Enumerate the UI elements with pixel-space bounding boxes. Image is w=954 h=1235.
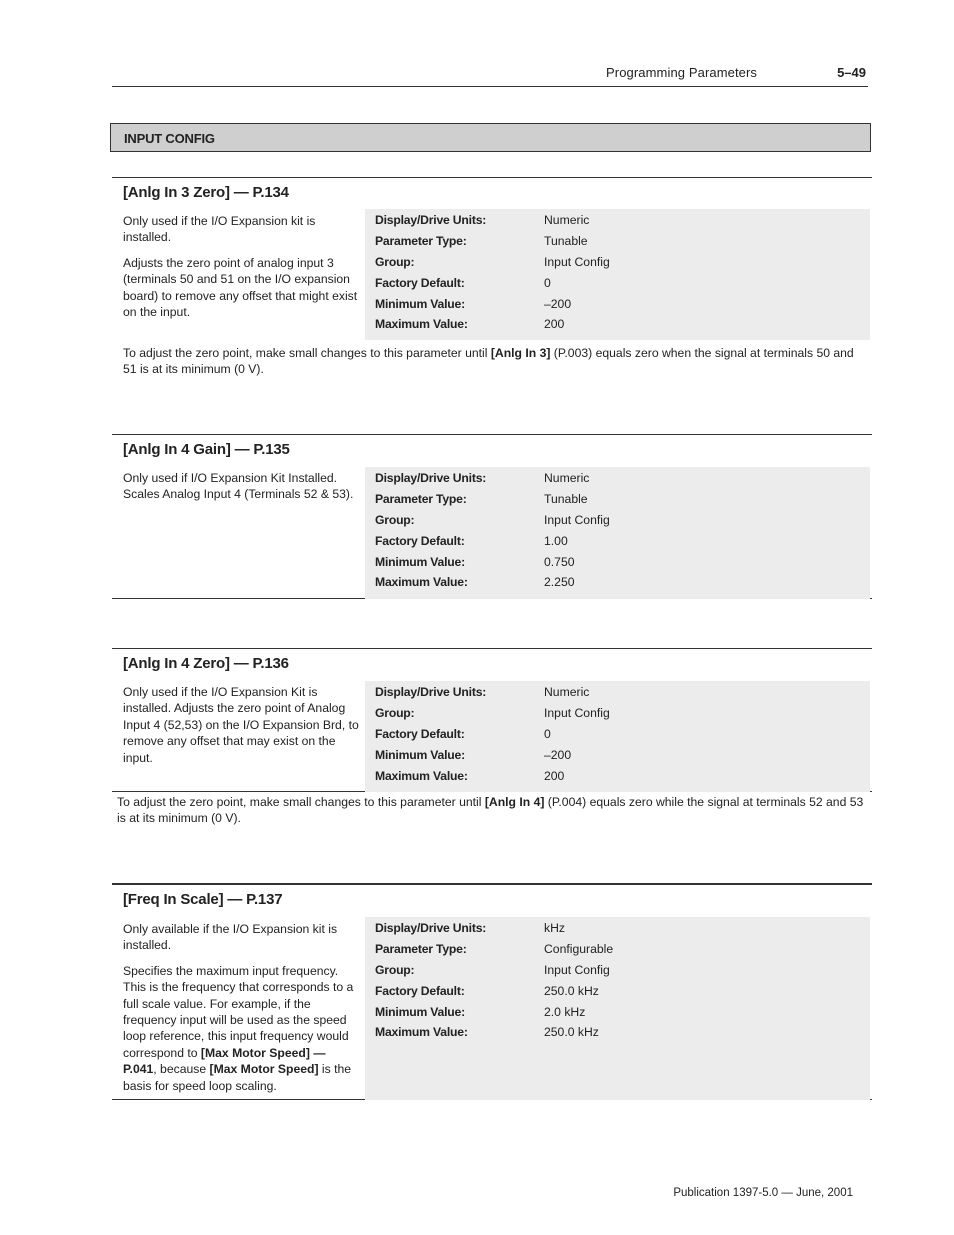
attr-value: Numeric	[544, 685, 590, 699]
attr-value: Input Config	[544, 254, 610, 269]
attr-value: Numeric	[544, 213, 590, 227]
attr-value: Input Config	[544, 512, 610, 527]
attr-value: Tunable	[544, 233, 588, 248]
parameter-description	[123, 470, 361, 512]
attr-value: kHz	[544, 921, 565, 935]
attr-value: 0	[544, 726, 551, 741]
parameter-attributes	[365, 681, 870, 792]
note-parameter-ref: [Anlg In 3]	[490, 346, 551, 360]
attr-value: Tunable	[544, 491, 588, 506]
attr-row-minimum-value	[365, 552, 870, 573]
publication-footer: Publication 1397-5.0 — June, 2001	[673, 1187, 853, 1199]
attr-label: Factory Default:	[375, 533, 465, 548]
description-parameter-ref: [Max Motor Speed] — P.041	[123, 1045, 326, 1077]
attr-row-group	[365, 510, 870, 531]
parameter-attributes	[365, 209, 870, 340]
note-text: (P.004) equals zero while the signal at terminals 52 and 53 is at its minimum (0 V).	[117, 795, 864, 826]
attr-value: 200	[544, 768, 565, 783]
attr-value: 0.750	[544, 554, 575, 569]
parameter-attributes	[365, 467, 870, 599]
description-paragraph: Adjusts the zero point of analog input 3 (terminals 50 and 51 on the I/O expansion board) to remove any offset that might exist on the input.	[123, 255, 358, 320]
attr-label: Display/Drive Units:	[375, 921, 487, 935]
attr-value: Input Config	[544, 705, 610, 720]
description-paragraph: Only available if the I/O Expansion kit is installed.	[123, 922, 338, 953]
attr-row-maximum-value	[365, 572, 870, 593]
parameter-description	[123, 684, 361, 775]
note-text: To adjust the zero point, make small changes to this parameter until	[123, 346, 491, 360]
attr-label: Minimum Value:	[375, 747, 465, 762]
parameter-attributes	[365, 917, 870, 1100]
parameter-title: [Anlg In 4 Zero] — P.136	[123, 655, 289, 672]
note-parameter-ref: [Anlg In 4]	[484, 795, 545, 809]
parameter-block-p136	[112, 648, 872, 792]
parameter-block-p134	[112, 177, 872, 358]
attr-label: Parameter Type:	[375, 233, 467, 248]
attr-value: –200	[544, 296, 572, 311]
attr-row-maximum-value	[365, 1022, 870, 1043]
attr-row-factory-default	[365, 981, 870, 1002]
parameter-block-p135	[112, 434, 872, 599]
parameter-title: [Anlg In 4 Gain] — P.135	[123, 441, 290, 458]
attr-row-factory-default	[365, 531, 870, 552]
attr-label: Maximum Value:	[375, 317, 468, 332]
description-paragraph: Only used if the I/O Expansion kit is installed.	[123, 214, 316, 245]
attr-label: Display/Drive Units:	[375, 685, 487, 699]
parameter-note-p136	[117, 794, 869, 827]
attr-row-factory-default	[365, 273, 870, 294]
attr-label: Parameter Type:	[375, 941, 467, 956]
attr-row-group	[365, 703, 870, 724]
attr-value: Input Config	[544, 962, 610, 977]
parameter-title: [Anlg In 3 Zero] — P.134	[123, 184, 289, 201]
attr-row-display-units	[365, 918, 870, 939]
attr-label: Maximum Value:	[375, 575, 468, 590]
note-text: To adjust the zero point, make small changes to this parameter until	[117, 795, 485, 809]
parameter-block-p137	[112, 883, 872, 1100]
attr-value: –200	[544, 747, 572, 762]
attr-label: Minimum Value:	[375, 554, 465, 569]
description-text: , because	[153, 1062, 210, 1077]
attr-value: 0	[544, 275, 551, 290]
attr-row-maximum-value	[365, 314, 870, 335]
attr-value: 250.0 kHz	[544, 983, 599, 998]
attr-row-display-units	[365, 210, 870, 231]
section-heading-bar	[110, 123, 871, 152]
attr-label: Parameter Type:	[375, 491, 467, 506]
attr-value: 2.250	[544, 575, 575, 590]
running-header	[112, 64, 868, 87]
description-paragraph: Only used if the I/O Expansion Kit is installed. Adjusts the zero point of Analog Input 4 (52,53) on the I/O Expansion Brd, to remove any offset that may exist on the input.	[123, 685, 359, 765]
attr-label: Group:	[375, 254, 415, 269]
parameter-note-p134	[123, 345, 863, 378]
attr-row-factory-default	[365, 724, 870, 745]
attr-value: 1.00	[544, 533, 568, 548]
attr-row-minimum-value	[365, 745, 870, 766]
parameter-description	[123, 213, 361, 329]
attr-label: Maximum Value:	[375, 768, 468, 783]
attr-label: Minimum Value:	[375, 1004, 465, 1019]
description-paragraph: Only used if I/O Expansion Kit Installed. Scales Analog Input 4 (Terminals 52 & 53).	[123, 471, 354, 502]
attr-row-parameter-type	[365, 489, 870, 510]
attr-label: Display/Drive Units:	[375, 213, 487, 227]
attr-value: 250.0 kHz	[544, 1025, 599, 1040]
attr-label: Group:	[375, 962, 415, 977]
attr-value: 2.0 kHz	[544, 1004, 586, 1019]
note-text: (P.003) equals zero when the signal at terminals 50 and 51 is at its minimum (0 V).	[123, 346, 854, 377]
parameter-description	[123, 921, 361, 1103]
description-parameter-ref: [Max Motor Speed]	[209, 1062, 319, 1077]
attr-row-parameter-type	[365, 231, 870, 252]
attr-label: Group:	[375, 512, 415, 527]
attr-label: Minimum Value:	[375, 296, 465, 311]
attr-label: Factory Default:	[375, 726, 465, 741]
attr-row-group	[365, 960, 870, 981]
attr-row-maximum-value	[365, 766, 870, 787]
attr-row-minimum-value	[365, 1002, 870, 1023]
section-heading: INPUT CONFIG	[124, 131, 215, 146]
parameter-title: [Freq In Scale] — P.137	[123, 891, 283, 908]
running-header-title: Programming Parameters	[606, 65, 758, 80]
attr-label: Maximum Value:	[375, 1025, 468, 1040]
attr-row-display-units	[365, 682, 870, 703]
description-paragraph	[123, 963, 361, 1094]
attr-row-parameter-type	[365, 939, 870, 960]
attr-row-group	[365, 252, 870, 273]
description-text: is the basis for speed loop scaling.	[123, 1062, 352, 1093]
attr-row-minimum-value	[365, 294, 870, 315]
attr-label: Factory Default:	[375, 275, 465, 290]
description-text: Specifies the maximum input frequency. This is the frequency that corresponds to a full scale value. For example, if the frequency input will be used as the speed loop reference, this input frequency would correspond to	[123, 963, 354, 1060]
attr-label: Factory Default:	[375, 983, 465, 998]
attr-value: Numeric	[544, 471, 590, 485]
attr-value: Configurable	[544, 941, 614, 956]
attr-row-display-units	[365, 468, 870, 489]
page-number: 5–49	[837, 65, 866, 80]
attr-value: 200	[544, 317, 565, 332]
attr-label: Group:	[375, 705, 415, 720]
attr-label: Display/Drive Units:	[375, 471, 487, 485]
